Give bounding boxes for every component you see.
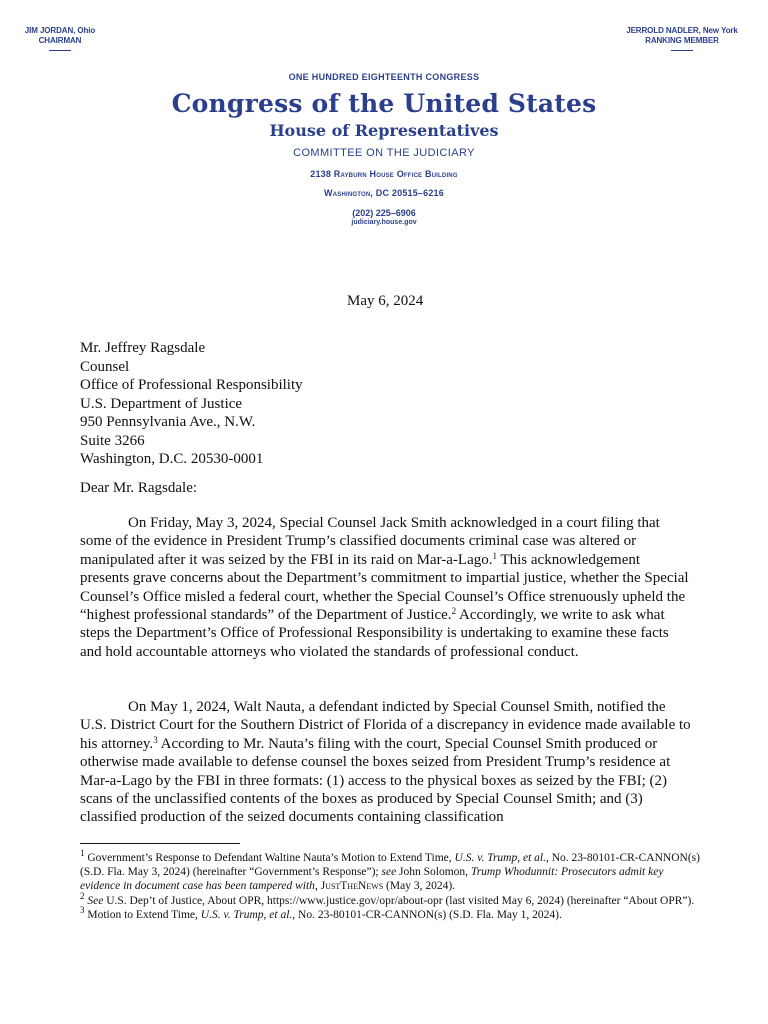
footnote-number: 3 [80, 904, 85, 915]
footnote-number: 2 [80, 890, 85, 901]
footnote-number: 1 [80, 848, 85, 858]
chairman-block [18, 26, 102, 51]
article-title: Trump Whodunnit: Prosecutors admit key evidence in document case has been tampered with [80, 866, 664, 893]
footnote-1 [80, 848, 700, 894]
footnote-ref-2[interactable]: 2 [451, 606, 457, 617]
letterhead-house: House of Representatives [269, 121, 499, 140]
signal-see: See [87, 894, 104, 907]
paragraph-text: This acknowledgement presents grave concerns about the Department’s commitment to impartial justice, whether the Special Counsel’s Office misled a federal court, whether the Special Counsel’s Office strenuously upheld the “highest professional standards” of the Department of Justice. [80, 551, 689, 624]
case-name: U.S. v. Trump, et al. [454, 852, 546, 864]
recipient-line: U.S. Department of Justice [80, 395, 243, 412]
paragraph-text: According to Mr. Nauta’s filing with the court, Special Counsel Smith produced or otherwise made available to defense counsel the boxes seized from President Trump’s residence at Mar-a-Lago by the FBI in three formats: (1) access to the physical boxes as seized by the FBI; (2) scans of the unclassified contents of the boxes as produced by Special Counsel Smith; and (3) classified production of the seized documents containing classification [80, 735, 671, 826]
office-phone: (202) 225–6906 [352, 208, 416, 218]
footnote-text: Motion to Extend Time, [84, 908, 201, 921]
letterhead-title: Congress of the United States [171, 89, 597, 118]
paragraph-text: On May 1, 2024, Walt Nauta, a defendant indicted by Special Counsel Smith, notified the U.S. District Court for the Southern District of Florida of a discrepancy in evidence made available to his attorney. [80, 699, 691, 752]
footnote-text: , No. 23-80101-CR-CANNON(s) (S.D. Fla. May 1, 2024). [292, 908, 562, 921]
recipient-address [80, 339, 303, 469]
chairman-name: JIM JORDAN, Ohio [24, 26, 96, 35]
letterhead [0, 72, 768, 226]
ranking-member-rule [671, 50, 693, 51]
recipient-line: 950 Pennsylvania Ave., N.W. [80, 414, 256, 430]
letter-date: May 6, 2024 [347, 293, 424, 309]
footnote-text: , No. 23-80101-CR-CANNON(s) (S.D. Fla. May 3, 2024) (hereinafter “Government’s Response”); [80, 852, 700, 879]
footnote-ref-1[interactable]: 1 [492, 550, 497, 561]
footnote-text: (May 3, 2024). [383, 880, 456, 893]
recipient-line: Mr. Jeffrey Ragsdale [80, 340, 206, 356]
recipient-line: Suite 3266 [80, 432, 145, 449]
chairman-rule [49, 50, 71, 51]
office-address: 2138 Rayburn House Office Building [310, 169, 458, 179]
case-name: U.S. v. Trump, et al. [200, 908, 293, 921]
salutation: Dear Mr. Ragsdale: [80, 480, 198, 496]
chairman-title: CHAIRMAN [38, 36, 82, 45]
ranking-member-block [622, 26, 742, 51]
ranking-member-name: JERROLD NADLER, New York [626, 26, 738, 35]
recipient-line: Counsel [80, 358, 130, 375]
footnote-ref-3[interactable]: 3 [153, 734, 158, 745]
footnote-text: U.S. Dep’t of Justice, About OPR, https://www.justice.gov/opr/about-opr (last visited May 6, 2024) (hereinafter “About OPR”). [103, 894, 695, 907]
footnote-text: John Solomon, [396, 866, 471, 879]
ranking-member-title: RANKING MEMBER [645, 36, 719, 45]
footnote-text: Government’s Response to Defendant Waltine Nauta’s Motion to Extend Time, [84, 852, 455, 864]
publication-name: JustTheNews [320, 880, 384, 893]
signal-see: see [381, 866, 397, 879]
footnotes [80, 848, 700, 922]
footnote-text: , [314, 880, 321, 893]
body-paragraph-1 [80, 514, 692, 661]
office-website: judiciary.house.gov [351, 219, 417, 226]
congress-number: ONE HUNDRED EIGHTEENTH CONGRESS [288, 72, 480, 82]
paragraph-text: On Friday, May 3, 2024, Special Counsel Jack Smith acknowledged in a court filing that some of the evidence in President Trump’s classified documents criminal case was altered or manipulated after it was seized by the FBI in its raid on Mar-a-Lago. [80, 515, 660, 568]
recipient-line: Office of Professional Responsibility [80, 377, 303, 393]
footnote-3 [80, 904, 700, 922]
committee-name: COMMITTEE ON THE JUDICIARY [293, 147, 475, 159]
footnote-divider [80, 843, 240, 844]
body-paragraph-2 [80, 698, 692, 827]
recipient-line: Washington, D.C. 20530-0001 [80, 451, 264, 467]
paragraph-text: Accordingly, we write to ask what steps the Department’s Office of Professional Responsibility is undertaking to examine these facts and hold accountable attorneys who violated the standards of professional conduct. [80, 607, 669, 660]
footnote-2 [80, 890, 700, 908]
office-city: Washington, DC 20515–6216 [324, 188, 444, 198]
